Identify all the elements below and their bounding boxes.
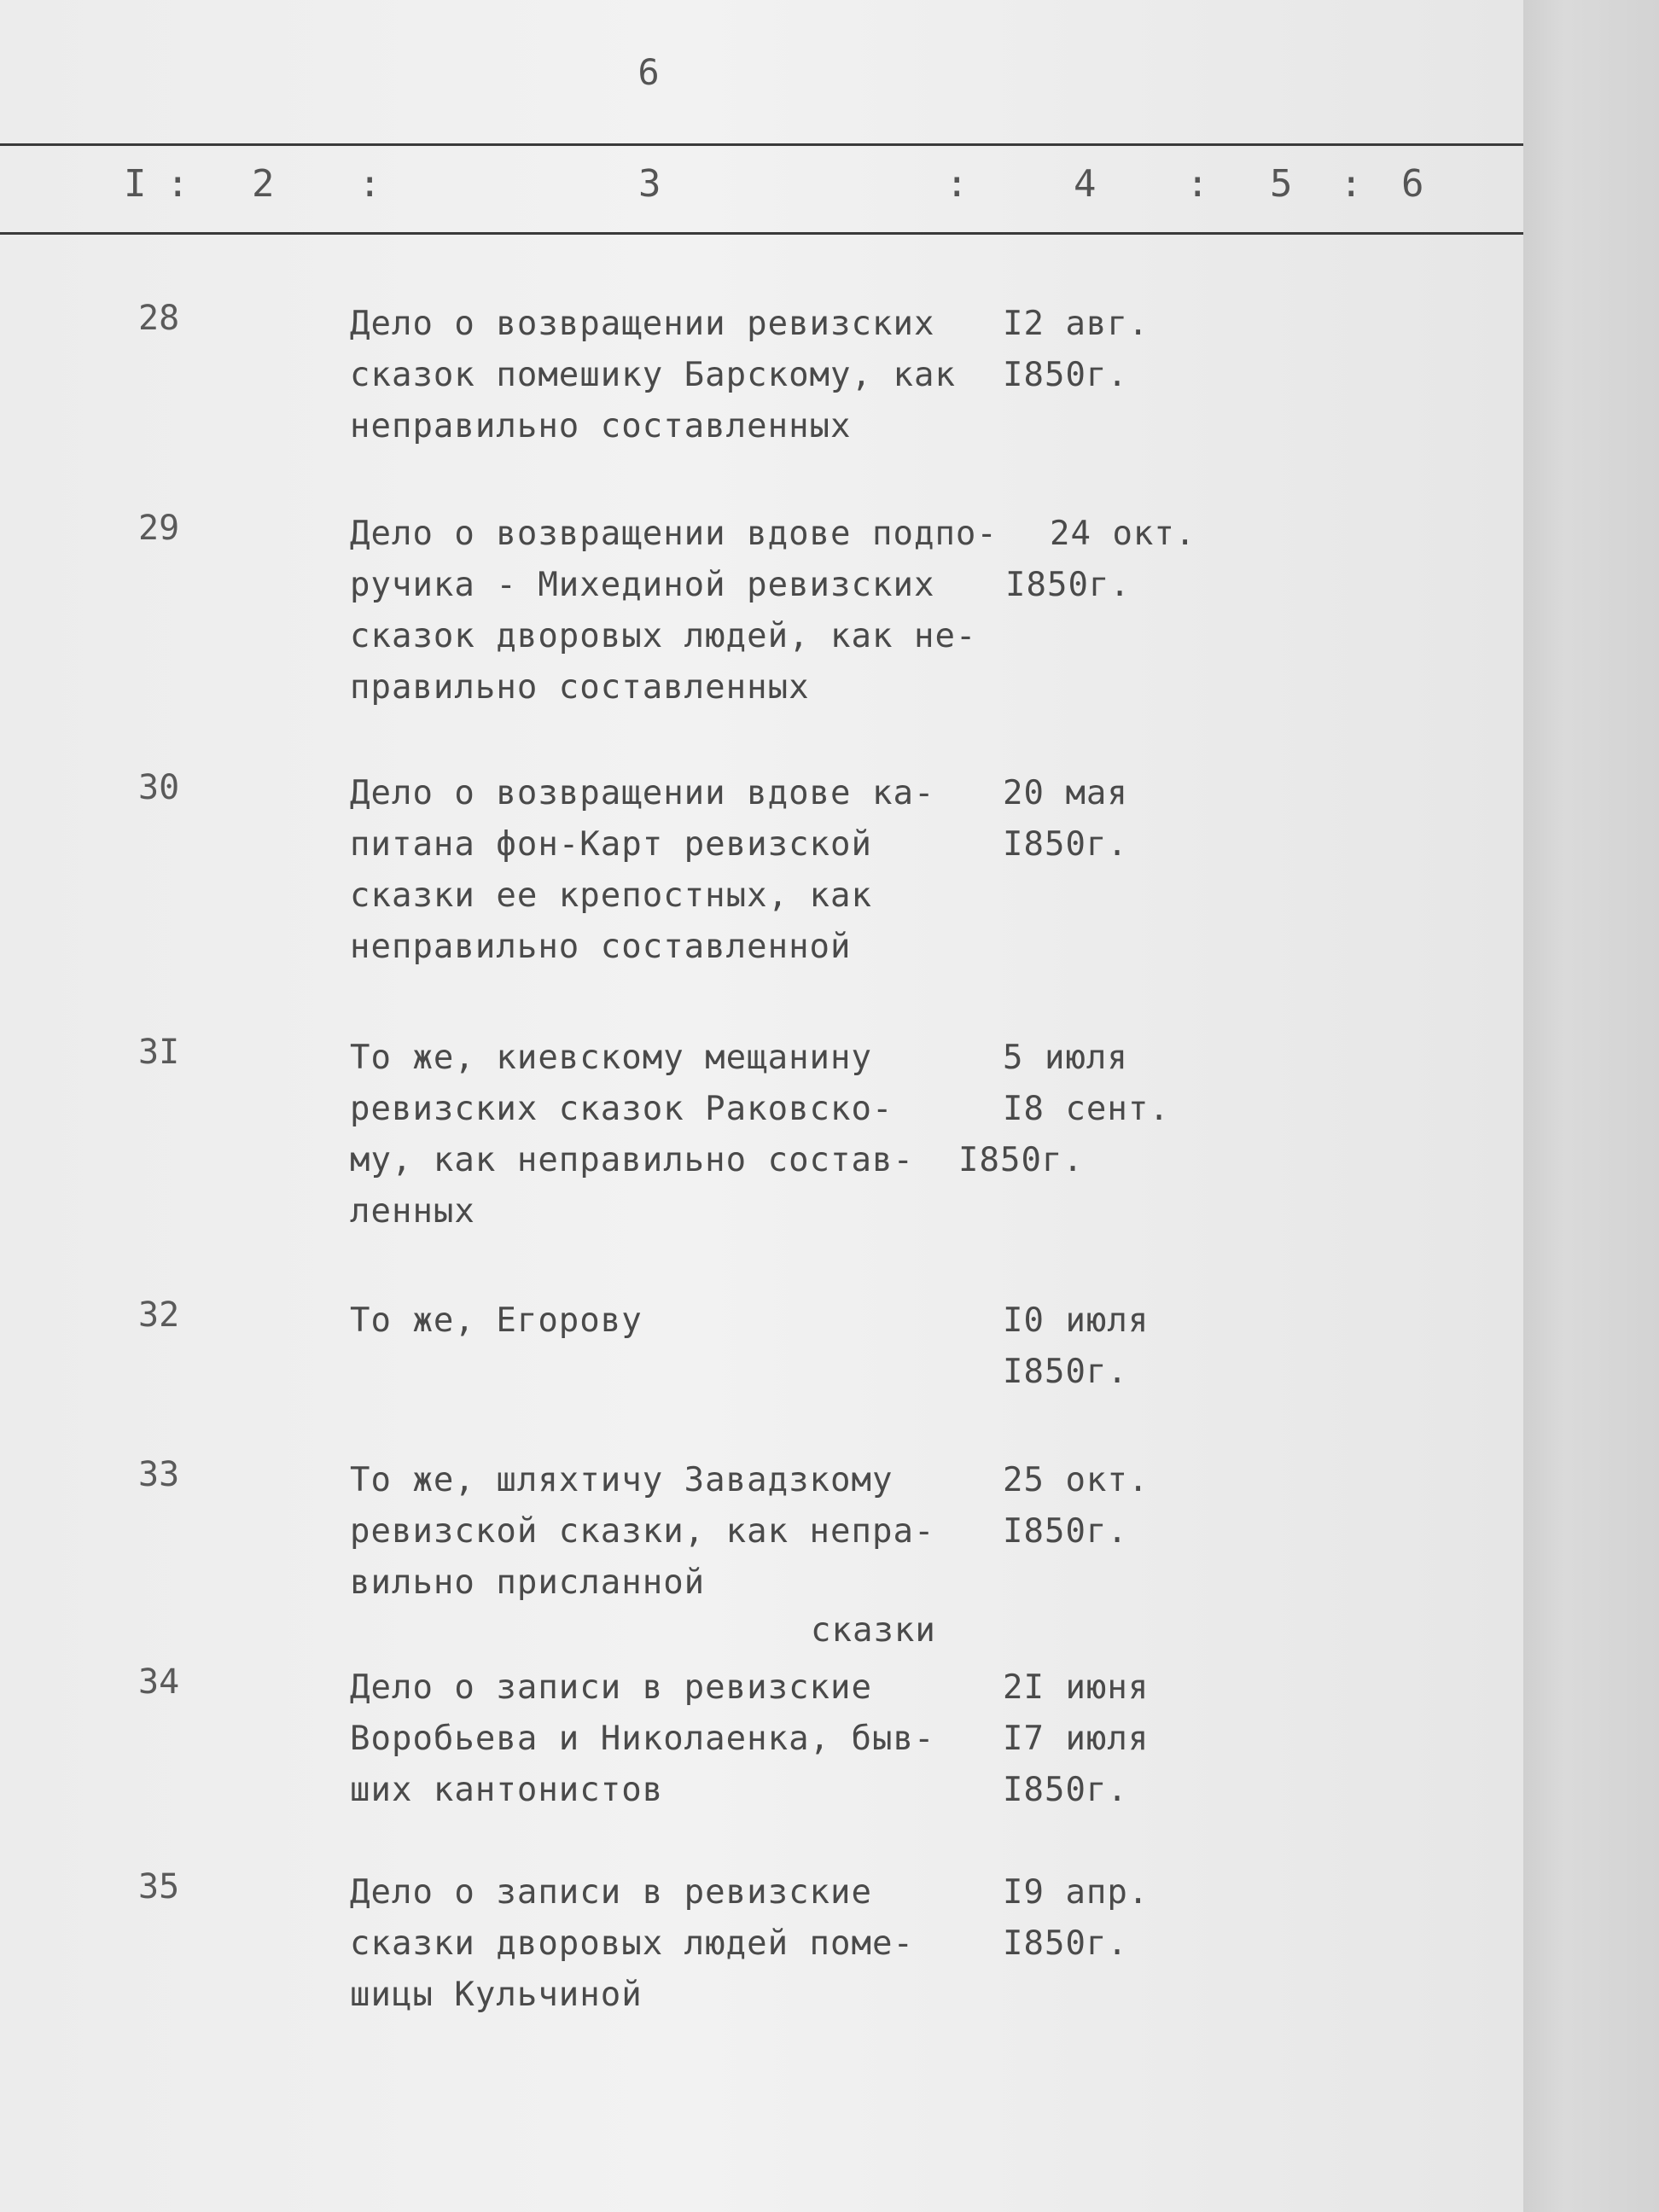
- entry-date: [1003, 1295, 1259, 1398]
- entry-number: 33: [138, 1455, 180, 1494]
- page-edge: [1523, 0, 1659, 2212]
- entry-number: 35: [138, 1867, 180, 1906]
- date-line: I850г.: [1005, 566, 1131, 604]
- entry-date: [1005, 509, 1306, 611]
- description-line: му, как неправильно состав-: [350, 1141, 914, 1179]
- description-line: сказок дворовых людей, как не-: [350, 617, 977, 655]
- entry-date: [958, 1033, 1259, 1186]
- description-line: ленных: [350, 1192, 475, 1231]
- date-line: 5 июля: [1003, 1039, 1128, 1077]
- description-line: Дело о возвращении вдове ка-: [350, 774, 935, 812]
- date-line: 2I июня: [1003, 1668, 1150, 1707]
- column-header-4: 4: [1074, 162, 1097, 206]
- date-line: I850г.: [1003, 825, 1128, 864]
- description-line: сказки дворовых людей поме-: [350, 1924, 914, 1963]
- entry-date: [1003, 1662, 1259, 1816]
- header-rule-top: [0, 143, 1523, 146]
- description-line: То же, Егорову: [350, 1301, 643, 1340]
- column-header-row: [0, 162, 1523, 213]
- description-line: То же, киевскому мещанину: [350, 1039, 872, 1077]
- date-line: 25 окт.: [1003, 1461, 1150, 1499]
- date-line: I850г.: [958, 1141, 1084, 1179]
- description-line: Дело о возвращении ревизских: [350, 305, 935, 343]
- column-header-sep-1: :: [166, 162, 189, 206]
- description-line: неправильно составленной: [350, 928, 852, 966]
- description-line: То же, шляхтичу Завадзкому: [350, 1461, 894, 1499]
- date-line: I850г.: [1003, 1512, 1128, 1551]
- entry-date: [1003, 1867, 1259, 1970]
- entry-number: 28: [138, 299, 180, 338]
- entry-description: [350, 1295, 981, 1347]
- description-line: Дело о записи в ревизские: [350, 1873, 872, 1912]
- description-line: шицы Кульчиной: [350, 1976, 643, 2014]
- date-line: 20 мая: [1003, 774, 1128, 812]
- entry-date: [1003, 299, 1259, 401]
- date-line: I850г.: [1003, 1353, 1128, 1391]
- date-line: 24 окт.: [1050, 515, 1196, 553]
- header-rule-bottom: [0, 232, 1523, 235]
- date-line: I9 апр.: [1003, 1873, 1150, 1912]
- description-line: ревизских сказок Раковско-: [350, 1090, 894, 1128]
- column-header-sep-2: :: [358, 162, 381, 206]
- entry-number: 32: [138, 1295, 180, 1335]
- description-line: Воробьева и Николаенка, быв-: [350, 1720, 935, 1758]
- entry-description: [350, 1867, 981, 2021]
- date-line: I2 авг.: [1003, 305, 1150, 343]
- column-header-1: I: [124, 162, 147, 206]
- entry-description: [350, 1033, 981, 1237]
- description-line: вильно присланной: [350, 1563, 706, 1602]
- description-line: Дело о записи в ревизские: [350, 1668, 872, 1707]
- entry-description: [350, 299, 981, 452]
- column-header-sep-5: :: [1340, 162, 1363, 206]
- date-line: I850г.: [1003, 1771, 1128, 1809]
- description-line: сказок помешику Барскому, как: [350, 356, 956, 394]
- description-line: правильно составленных: [350, 668, 810, 707]
- date-line: I0 июля: [1003, 1301, 1150, 1340]
- entry-date: [1003, 1455, 1259, 1557]
- entry-number: 30: [138, 768, 180, 807]
- description-line: неправильно составленных: [350, 407, 852, 445]
- entry-number: 3I: [138, 1033, 180, 1072]
- entry-date: [1003, 768, 1259, 870]
- date-line: I8 сент.: [1003, 1090, 1170, 1128]
- column-header-6: 6: [1401, 162, 1424, 206]
- entry-number: 34: [138, 1662, 180, 1702]
- column-header-5: 5: [1270, 162, 1293, 206]
- column-header-sep-4: :: [1186, 162, 1209, 206]
- entry-description: [350, 1662, 981, 1816]
- page-number: 6: [637, 51, 660, 93]
- entry-description: [350, 509, 998, 713]
- column-header-2: 2: [252, 162, 275, 206]
- entry-number: 29: [138, 509, 180, 548]
- date-line: I850г.: [1003, 356, 1128, 394]
- description-line: Дело о возвращении вдове подпо-: [350, 515, 998, 553]
- date-line: I850г.: [1003, 1924, 1128, 1963]
- column-header-sep-3: :: [946, 162, 969, 206]
- entry-description: [350, 1455, 981, 1609]
- description-line: сказки ее крепостных, как: [350, 876, 872, 915]
- date-line: I7 июля: [1003, 1720, 1150, 1758]
- description-line: ших кантонистов: [350, 1771, 664, 1809]
- description-line: питана фон-Карт ревизской: [350, 825, 872, 864]
- description-line: ревизской сказки, как непра-: [350, 1512, 935, 1551]
- description-line: ручика - Михединой ревизских: [350, 566, 935, 604]
- column-header-3: 3: [638, 162, 661, 206]
- entry-description: [350, 768, 981, 973]
- inserted-word: сказки: [811, 1611, 936, 1650]
